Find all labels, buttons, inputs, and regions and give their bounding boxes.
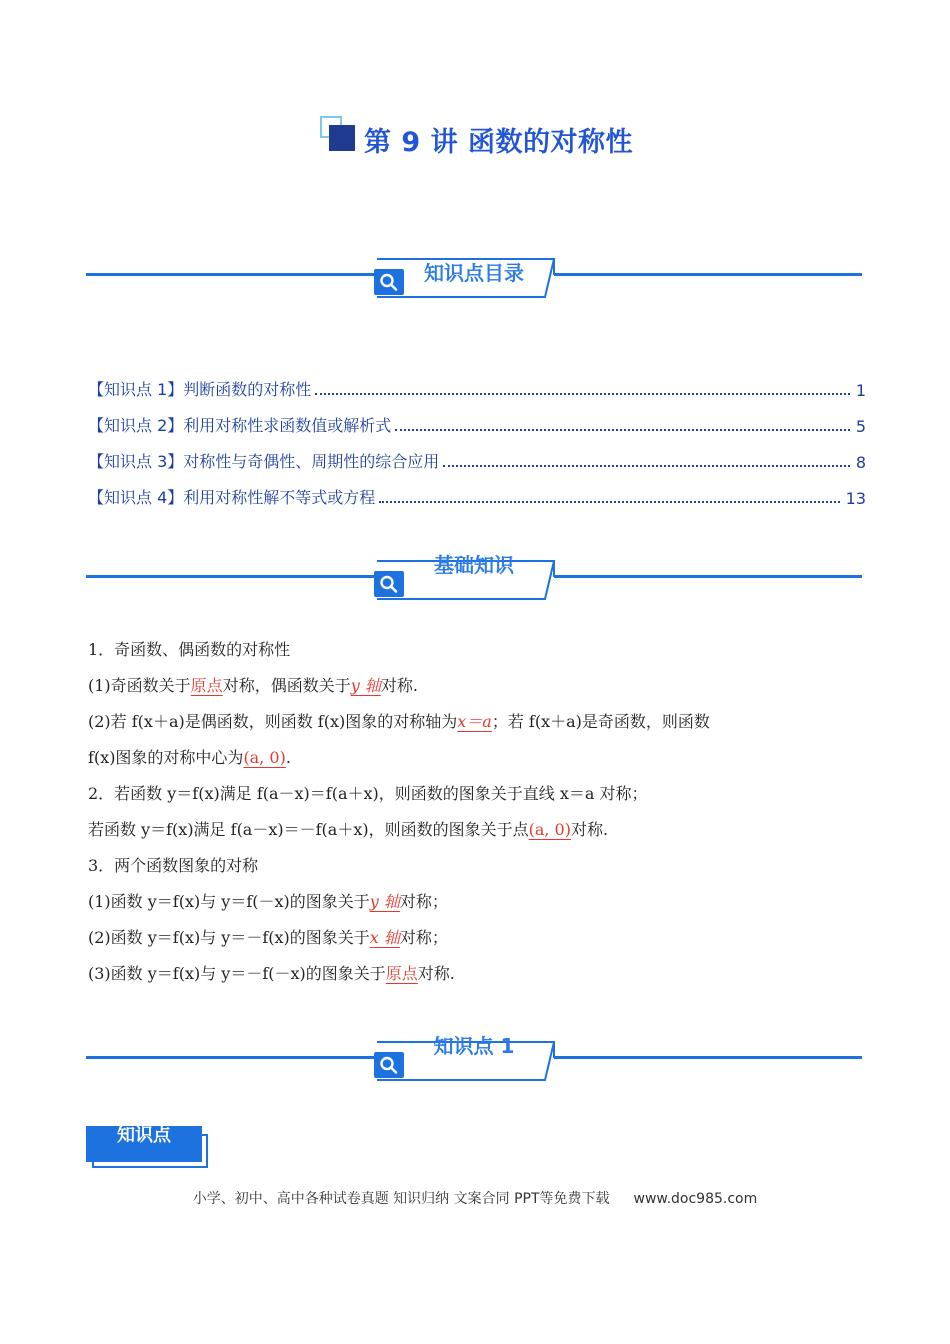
footer-text: 小学、初中、高中各种试卷真题 知识归纳 文案合同 PPT等免费下载 xyxy=(192,1191,610,1207)
toc-leader xyxy=(379,500,839,503)
body-line: (1)函数 y＝f(x)与 y＝f(－x)的图象关于y 轴对称； xyxy=(88,892,448,911)
answer-blank: (a, 0) xyxy=(528,820,571,839)
toc-item-label: 【知识点 4】利用对称性解不等式或方程 xyxy=(88,488,376,507)
body-line: 2．若函数 y＝f(x)满足 f(a－x)＝f(a＋x)，则函数的图象关于直线 x＝a 对称； xyxy=(88,784,648,803)
footer-url[interactable]: www.doc985.com xyxy=(633,1191,758,1207)
toc-leader xyxy=(315,392,850,395)
search-icon xyxy=(374,1052,404,1078)
tag-label: 知识点 xyxy=(117,1125,171,1146)
banner-title-kp1: 知识点 1 xyxy=(433,1034,515,1058)
page-title: 第 9 讲 函数的对称性 xyxy=(364,127,633,158)
banner-line-left xyxy=(86,1056,376,1059)
toc-item[interactable] xyxy=(88,364,866,400)
page-title-block xyxy=(318,114,658,164)
answer-blank: 原点 xyxy=(190,676,223,695)
answer-blank: (a, 0) xyxy=(243,748,286,767)
search-icon xyxy=(374,269,404,295)
toc-leader xyxy=(395,428,850,431)
toc-item-page: 1 xyxy=(855,381,866,400)
table-of-contents xyxy=(88,364,866,508)
body-line: 若函数 y＝f(x)满足 f(a－x)＝－f(a＋x)，则函数的图象关于点(a, 0)对称. xyxy=(88,820,609,839)
body-line: f(x)图象的对称中心为(a, 0). xyxy=(88,748,291,767)
answer-blank: y 轴 xyxy=(369,892,400,911)
banner-title-toc: 知识点目录 xyxy=(424,261,524,285)
search-icon xyxy=(374,571,404,597)
banner-line-left xyxy=(86,575,376,578)
answer-blank: x＝a xyxy=(457,712,492,731)
banner-line-left xyxy=(86,273,376,276)
title-square-icon xyxy=(329,125,355,151)
toc-item-label: 【知识点 3】对称性与奇偶性、周期性的综合应用 xyxy=(88,452,440,471)
toc-item-page: 13 xyxy=(845,489,866,508)
toc-item[interactable] xyxy=(88,472,866,508)
answer-blank: y 轴 xyxy=(350,676,381,695)
answer-blank: 原点 xyxy=(385,964,418,983)
section-banner-basics xyxy=(86,553,862,607)
toc-item-label: 【知识点 2】利用对称性求函数值或解析式 xyxy=(88,416,392,435)
page-footer xyxy=(0,1188,950,1208)
toc-item-page: 8 xyxy=(855,453,866,472)
body-line: (1)奇函数关于原点对称，偶函数关于y 轴对称. xyxy=(88,676,418,695)
banner-line-right xyxy=(554,575,862,578)
toc-item[interactable] xyxy=(88,400,866,436)
banner-title-basics: 基础知识 xyxy=(434,553,514,577)
answer-blank: x 轴 xyxy=(369,928,400,947)
body-line: (2)若 f(x＋a)是偶函数，则函数 f(x)图象的对称轴为x＝a；若 f(x＋a)是奇函数，则函数 xyxy=(88,712,710,731)
body-line: 1．奇函数、偶函数的对称性 xyxy=(88,640,291,659)
toc-item-page: 5 xyxy=(855,417,866,436)
banner-line-right xyxy=(554,273,862,276)
toc-item[interactable] xyxy=(88,436,866,472)
banner-line-right xyxy=(554,1056,862,1059)
section-banner-kp1 xyxy=(86,1034,862,1088)
section-banner-toc xyxy=(86,255,862,305)
basics-content xyxy=(88,632,868,992)
toc-leader xyxy=(443,464,850,467)
body-line: 3．两个函数图象的对称 xyxy=(88,856,259,875)
body-line: (2)函数 y＝f(x)与 y＝－f(x)的图象关于x 轴对称； xyxy=(88,928,448,947)
knowledge-point-tag xyxy=(86,1126,208,1168)
body-line: (3)函数 y＝f(x)与 y＝－f(－x)的图象关于原点对称. xyxy=(88,964,455,983)
toc-item-label: 【知识点 1】判断函数的对称性 xyxy=(88,380,312,399)
